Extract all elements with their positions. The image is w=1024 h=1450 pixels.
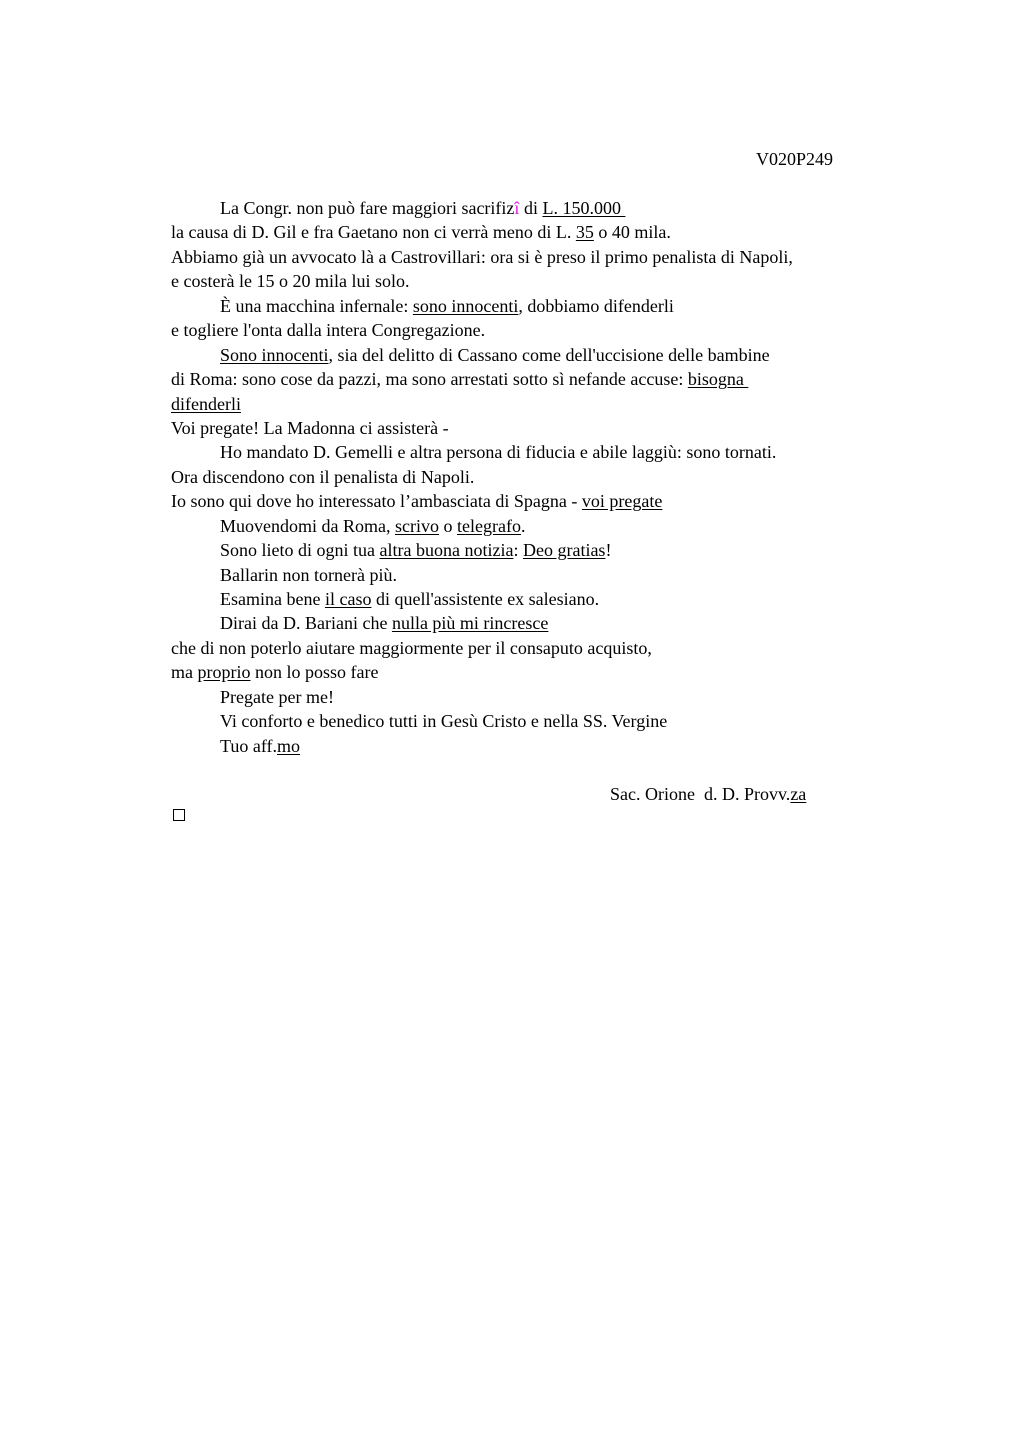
letter-line bbox=[171, 465, 911, 489]
letter-line bbox=[171, 367, 911, 391]
text-segment: Sono lieto di ogni tua bbox=[220, 540, 380, 561]
letter-line bbox=[171, 318, 911, 342]
letter-line bbox=[171, 636, 911, 660]
text-segment: o bbox=[438, 515, 457, 536]
text-segment: ma bbox=[171, 662, 198, 683]
text-segment: . bbox=[520, 515, 526, 536]
letter-line bbox=[171, 660, 911, 684]
letter-line bbox=[171, 489, 911, 513]
letter-line bbox=[171, 196, 911, 220]
end-of-page-box bbox=[173, 809, 185, 821]
letter-line bbox=[171, 709, 911, 733]
underlined-text: mo bbox=[277, 735, 301, 756]
letter-line bbox=[171, 611, 911, 635]
text-segment: Esamina bene bbox=[220, 589, 325, 609]
text-segment: Io sono qui dove ho interessato l’ambasciata di Spagna - bbox=[171, 491, 582, 512]
text-segment: Tuo aff. bbox=[220, 735, 278, 756]
letter-line bbox=[171, 245, 911, 269]
letter-line bbox=[171, 294, 911, 318]
underlined-text: proprio bbox=[197, 662, 251, 683]
letter-line bbox=[171, 220, 911, 244]
text-segment: di quell'assistente ex salesiano. bbox=[371, 589, 600, 609]
text-segment: Ora discendono con il penalista di Napoli. bbox=[171, 466, 475, 487]
letter-line bbox=[171, 343, 911, 367]
text-segment: di bbox=[519, 198, 543, 218]
text-segment: non lo posso fare bbox=[250, 662, 379, 683]
signature bbox=[610, 783, 806, 805]
accent-mark: î bbox=[514, 198, 520, 218]
underlined-text: altra buona notizia bbox=[379, 540, 514, 561]
text-segment: Voi pregate! La Madonna ci assisterà - bbox=[171, 417, 449, 438]
letter-line bbox=[171, 440, 911, 464]
text-segment: Dirai da D. Bariani che bbox=[220, 613, 392, 634]
underlined-text: il caso bbox=[324, 589, 372, 609]
underlined-text: difenderli bbox=[171, 393, 241, 414]
underlined-text: nulla più mi rincresce bbox=[391, 613, 549, 634]
letter-line bbox=[171, 392, 911, 416]
letter-line bbox=[171, 587, 911, 611]
letter-line bbox=[171, 734, 911, 758]
text-segment: e costerà le 15 o 20 mila lui solo. bbox=[171, 271, 410, 292]
underlined-text: voi pregate bbox=[581, 491, 663, 512]
signature-text: Sac. Orione d. D. Provv. bbox=[610, 784, 791, 804]
letter-line bbox=[171, 563, 911, 587]
text-segment: che di non poterlo aiutare maggiormente per il consaputo acquisto, bbox=[171, 637, 652, 658]
text-segment: Pregate per me! bbox=[220, 686, 334, 707]
text-segment: di Roma: sono cose da pazzi, ma sono arrestati sotto sì nefande accuse: bbox=[171, 369, 688, 390]
underlined-text: Sono innocenti bbox=[220, 344, 329, 365]
underlined-text: scrivo bbox=[394, 515, 439, 536]
text-segment: o 40 mila. bbox=[593, 222, 671, 243]
letter-line bbox=[171, 416, 911, 440]
text-segment: La Congr. non può fare maggiori sacrifiz bbox=[220, 198, 515, 218]
text-segment: la causa di D. Gil e fra Gaetano non ci verrà meno di L. bbox=[171, 222, 576, 243]
underlined-text: 35 bbox=[575, 222, 594, 243]
text-segment: ! bbox=[605, 540, 612, 561]
underlined-text: telegrafo bbox=[456, 515, 521, 536]
text-segment: Muovendomi da Roma, bbox=[220, 515, 395, 536]
letter-line bbox=[171, 685, 911, 709]
text-segment: Vi conforto e benedico tutti in Gesù Cristo e nella SS. Vergine bbox=[220, 711, 668, 732]
underlined-text: bisogna bbox=[687, 369, 749, 390]
text-segment: Ballarin non tornerà più. bbox=[220, 564, 397, 585]
text-segment: , sia del delitto di Cassano come dell'uccisione delle bambine bbox=[328, 344, 770, 365]
letter-line bbox=[171, 538, 911, 562]
page-reference: V020P249 bbox=[756, 149, 834, 169]
letter-body bbox=[171, 196, 911, 758]
text-segment: È una macchina infernale: bbox=[220, 295, 413, 316]
text-segment: : bbox=[513, 540, 523, 561]
underlined-text: Deo gratias bbox=[522, 540, 606, 561]
underlined-text: L. 150.000 bbox=[542, 198, 626, 218]
underlined-text: sono innocenti bbox=[412, 295, 519, 316]
text-segment: e togliere l'onta dalla intera Congregazione. bbox=[171, 320, 486, 341]
text-segment: , dobbiamo difenderli bbox=[518, 295, 674, 316]
letter-line bbox=[171, 514, 911, 538]
text-segment: Abbiamo già un avvocato là a Castrovillari: ora si è preso il primo penalista di Napoli, bbox=[171, 246, 793, 267]
signature-suffix: za bbox=[790, 784, 807, 804]
text-segment: Ho mandato D. Gemelli e altra persona di fiducia e abile laggiù: sono tornati. bbox=[220, 442, 777, 463]
letter-line bbox=[171, 269, 911, 293]
